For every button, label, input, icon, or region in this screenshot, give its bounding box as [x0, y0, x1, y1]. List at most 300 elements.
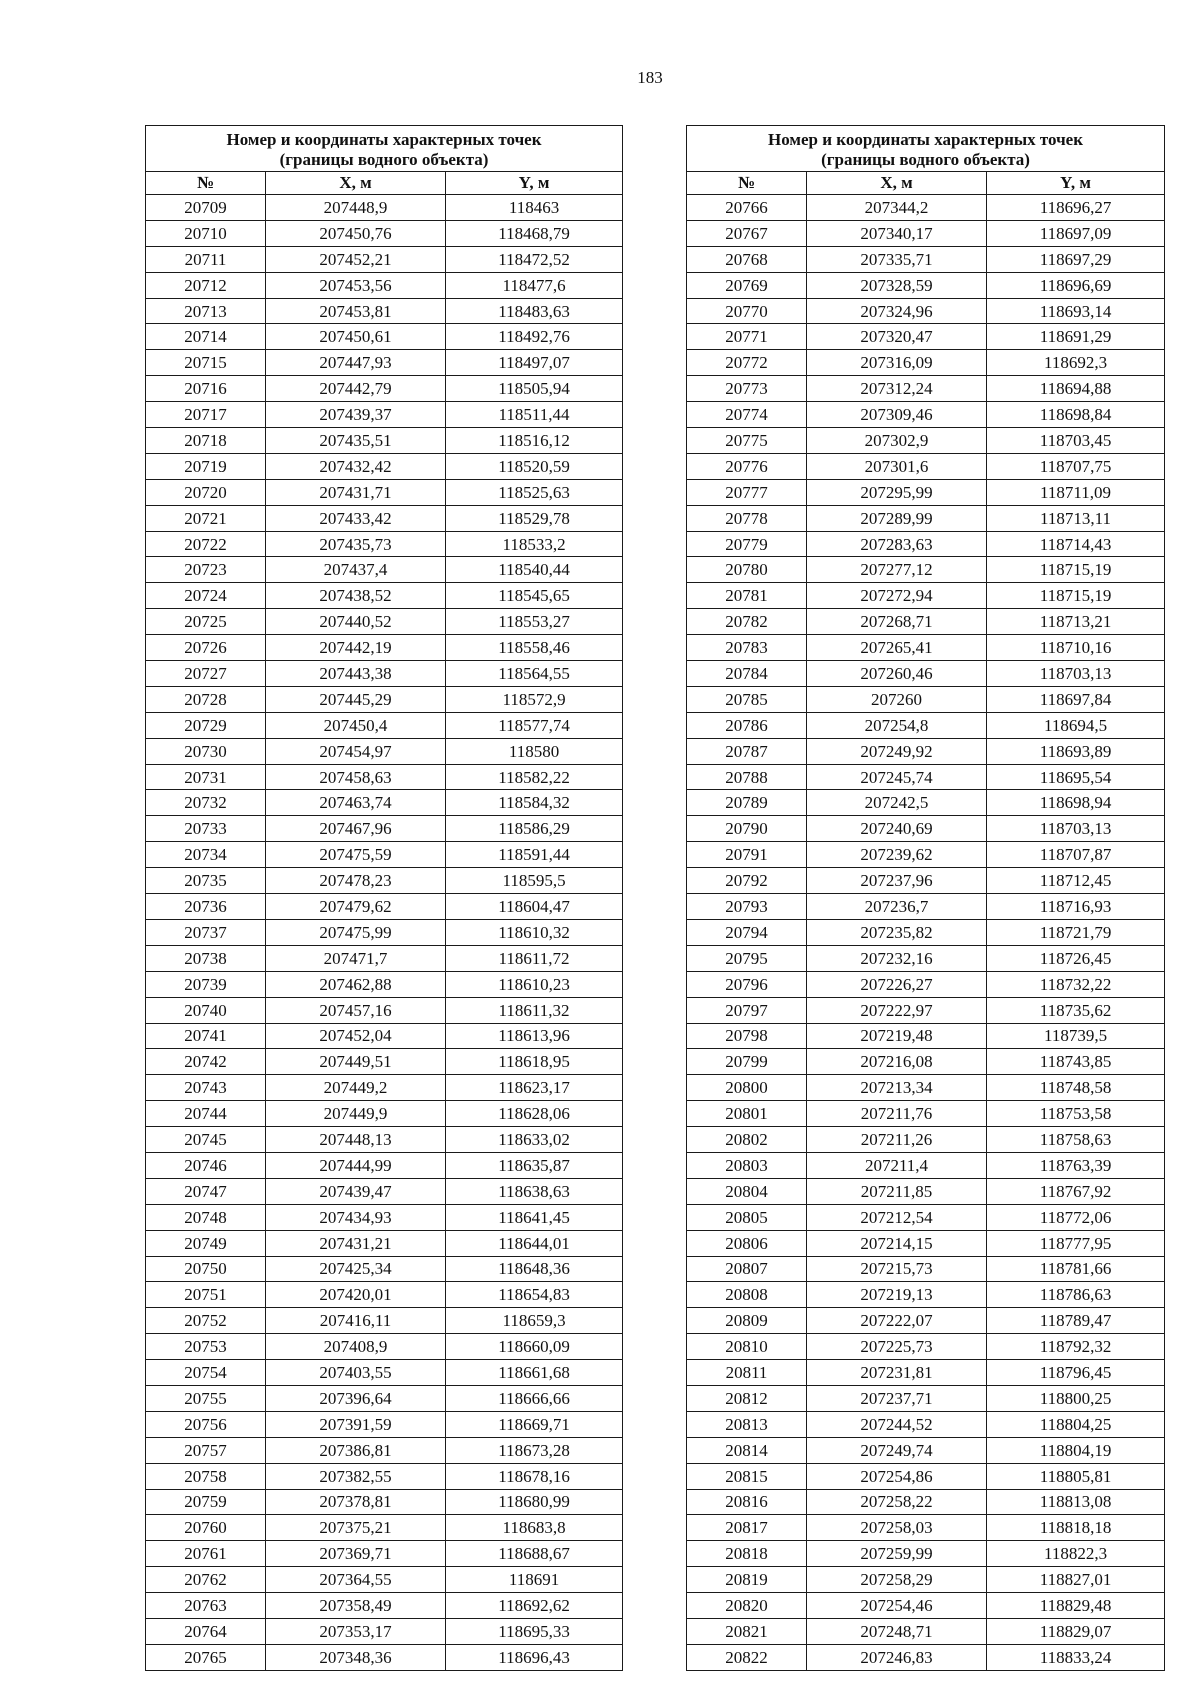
table-row: [687, 531, 1165, 557]
point-number-cell: 20761: [146, 1541, 266, 1567]
point-number-cell: 20810: [687, 1334, 807, 1360]
table-row: [687, 272, 1165, 298]
table-row: [146, 686, 623, 712]
table-row: [146, 868, 623, 894]
point-number-cell: 20817: [687, 1515, 807, 1541]
x-coordinate-cell: 207403,55: [266, 1360, 446, 1386]
y-coordinate-cell: 118698,84: [987, 402, 1165, 428]
point-number-cell: 20796: [687, 971, 807, 997]
y-coordinate-cell: 118804,19: [987, 1437, 1165, 1463]
x-coordinate-cell: 207364,55: [266, 1567, 446, 1593]
point-number-cell: 20804: [687, 1178, 807, 1204]
y-coordinate-cell: 118691,29: [987, 324, 1165, 350]
table-row: [146, 1541, 623, 1567]
table-title-line1: Номер и координаты характерных точек: [226, 130, 542, 149]
point-number-cell: 20718: [146, 428, 266, 454]
x-coordinate-cell: 207324,96: [807, 298, 987, 324]
y-coordinate-cell: 118577,74: [446, 712, 623, 738]
table-title: [146, 126, 623, 172]
point-number-cell: 20806: [687, 1230, 807, 1256]
point-number-cell: 20745: [146, 1127, 266, 1153]
point-number-cell: 20753: [146, 1334, 266, 1360]
y-coordinate-cell: 118545,65: [446, 583, 623, 609]
point-number-cell: 20738: [146, 945, 266, 971]
x-coordinate-cell: 207382,55: [266, 1463, 446, 1489]
point-number-cell: 20709: [146, 195, 266, 221]
table-row: [687, 919, 1165, 945]
point-number-cell: 20791: [687, 842, 807, 868]
table-row: [146, 764, 623, 790]
table-row: [146, 1385, 623, 1411]
x-coordinate-cell: 207254,8: [807, 712, 987, 738]
point-number-cell: 20768: [687, 246, 807, 272]
x-coordinate-cell: 207447,93: [266, 350, 446, 376]
table-row: [687, 1101, 1165, 1127]
x-coordinate-cell: 207216,08: [807, 1049, 987, 1075]
x-coordinate-cell: 207235,82: [807, 919, 987, 945]
table-row: [146, 842, 623, 868]
table-row: [146, 1463, 623, 1489]
table-row: [687, 350, 1165, 376]
point-number-cell: 20752: [146, 1308, 266, 1334]
point-number-cell: 20744: [146, 1101, 266, 1127]
y-coordinate-cell: 118661,68: [446, 1360, 623, 1386]
table-row: [146, 557, 623, 583]
x-coordinate-cell: 207295,99: [807, 479, 987, 505]
x-coordinate-cell: 207254,86: [807, 1463, 987, 1489]
y-coordinate-cell: 118748,58: [987, 1075, 1165, 1101]
table-row: [146, 919, 623, 945]
x-coordinate-cell: 207236,7: [807, 894, 987, 920]
y-coordinate-cell: 118796,45: [987, 1360, 1165, 1386]
y-coordinate-cell: 118564,55: [446, 661, 623, 687]
y-coordinate-cell: 118529,78: [446, 505, 623, 531]
x-coordinate-cell: 207437,4: [266, 557, 446, 583]
x-coordinate-cell: 207431,71: [266, 479, 446, 505]
y-coordinate-cell: 118696,69: [987, 272, 1165, 298]
table-row: [687, 1282, 1165, 1308]
point-number-cell: 20733: [146, 816, 266, 842]
y-coordinate-cell: 118673,28: [446, 1437, 623, 1463]
x-coordinate-cell: 207249,74: [807, 1437, 987, 1463]
x-coordinate-cell: 207219,13: [807, 1282, 987, 1308]
x-coordinate-cell: 207289,99: [807, 505, 987, 531]
y-coordinate-cell: 118792,32: [987, 1334, 1165, 1360]
y-coordinate-cell: 118492,76: [446, 324, 623, 350]
x-coordinate-cell: 207219,48: [807, 1023, 987, 1049]
point-number-cell: 20782: [687, 609, 807, 635]
point-number-cell: 20805: [687, 1204, 807, 1230]
table-row: [146, 790, 623, 816]
point-number-cell: 20726: [146, 635, 266, 661]
table-row: [687, 1644, 1165, 1670]
y-coordinate-cell: 118654,83: [446, 1282, 623, 1308]
table-row: [687, 997, 1165, 1023]
y-coordinate-cell: 118468,79: [446, 220, 623, 246]
point-number-cell: 20717: [146, 402, 266, 428]
table-row: [687, 1308, 1165, 1334]
y-coordinate-cell: 118805,81: [987, 1463, 1165, 1489]
table-row: [146, 428, 623, 454]
x-coordinate-cell: 207433,42: [266, 505, 446, 531]
table-row: [687, 686, 1165, 712]
y-coordinate-cell: 118638,63: [446, 1178, 623, 1204]
y-coordinate-cell: 118505,94: [446, 376, 623, 402]
x-coordinate-cell: 207265,41: [807, 635, 987, 661]
point-number-cell: 20716: [146, 376, 266, 402]
y-coordinate-cell: 118695,33: [446, 1618, 623, 1644]
x-coordinate-cell: 207340,17: [807, 220, 987, 246]
x-coordinate-cell: 207449,9: [266, 1101, 446, 1127]
point-number-cell: 20781: [687, 583, 807, 609]
point-number-cell: 20743: [146, 1075, 266, 1101]
x-coordinate-cell: 207225,73: [807, 1334, 987, 1360]
point-number-cell: 20742: [146, 1049, 266, 1075]
table-row: [687, 1204, 1165, 1230]
point-number-cell: 20767: [687, 220, 807, 246]
point-number-cell: 20800: [687, 1075, 807, 1101]
y-coordinate-cell: 118714,43: [987, 531, 1165, 557]
table-row: [687, 557, 1165, 583]
point-number-cell: 20725: [146, 609, 266, 635]
x-coordinate-cell: 207248,71: [807, 1618, 987, 1644]
table-row: [687, 505, 1165, 531]
table-row: [687, 1075, 1165, 1101]
y-coordinate-cell: 118710,16: [987, 635, 1165, 661]
point-number-cell: 20755: [146, 1385, 266, 1411]
point-number-cell: 20811: [687, 1360, 807, 1386]
y-coordinate-cell: 118692,3: [987, 350, 1165, 376]
point-number-cell: 20777: [687, 479, 807, 505]
y-coordinate-cell: 118781,66: [987, 1256, 1165, 1282]
table-row: [146, 1023, 623, 1049]
table-row: [687, 971, 1165, 997]
table-row: [146, 1204, 623, 1230]
table-row: [146, 1127, 623, 1153]
coordinates-table-right: [686, 125, 1165, 1671]
y-coordinate-cell: 118582,22: [446, 764, 623, 790]
y-coordinate-cell: 118477,6: [446, 272, 623, 298]
x-coordinate-cell: 207212,54: [807, 1204, 987, 1230]
table-row: [146, 1178, 623, 1204]
x-coordinate-cell: 207439,37: [266, 402, 446, 428]
y-coordinate-cell: 118595,5: [446, 868, 623, 894]
y-coordinate-cell: 118694,88: [987, 376, 1165, 402]
x-coordinate-cell: 207260: [807, 686, 987, 712]
x-coordinate-cell: 207375,21: [266, 1515, 446, 1541]
table-row: [146, 971, 623, 997]
table-row: [146, 1489, 623, 1515]
x-coordinate-cell: 207396,64: [266, 1385, 446, 1411]
y-coordinate-cell: 118822,3: [987, 1541, 1165, 1567]
y-coordinate-cell: 118633,02: [446, 1127, 623, 1153]
y-coordinate-cell: 118767,92: [987, 1178, 1165, 1204]
x-coordinate-cell: 207232,16: [807, 945, 987, 971]
x-coordinate-cell: 207450,76: [266, 220, 446, 246]
x-coordinate-cell: 207467,96: [266, 816, 446, 842]
x-coordinate-cell: 207211,26: [807, 1127, 987, 1153]
x-coordinate-cell: 207344,2: [807, 195, 987, 221]
table-row: [687, 764, 1165, 790]
table-row: [146, 220, 623, 246]
x-coordinate-cell: 207226,27: [807, 971, 987, 997]
table-row: [687, 1230, 1165, 1256]
point-number-cell: 20788: [687, 764, 807, 790]
x-coordinate-cell: 207237,96: [807, 868, 987, 894]
point-number-cell: 20727: [146, 661, 266, 687]
table-row: [687, 945, 1165, 971]
point-number-cell: 20818: [687, 1541, 807, 1567]
y-coordinate-cell: 118584,32: [446, 790, 623, 816]
y-coordinate-cell: 118703,13: [987, 816, 1165, 842]
y-coordinate-cell: 118553,27: [446, 609, 623, 635]
table-row: [146, 1152, 623, 1178]
y-coordinate-cell: 118735,62: [987, 997, 1165, 1023]
y-coordinate-cell: 118833,24: [987, 1644, 1165, 1670]
point-number-cell: 20751: [146, 1282, 266, 1308]
table-row: [687, 1463, 1165, 1489]
point-number-cell: 20808: [687, 1282, 807, 1308]
table-row: [687, 1023, 1165, 1049]
x-coordinate-cell: 207316,09: [807, 350, 987, 376]
point-number-cell: 20748: [146, 1204, 266, 1230]
x-coordinate-cell: 207239,62: [807, 842, 987, 868]
y-coordinate-cell: 118715,19: [987, 557, 1165, 583]
table-row: [146, 1334, 623, 1360]
x-coordinate-cell: 207432,42: [266, 453, 446, 479]
x-coordinate-cell: 207244,52: [807, 1411, 987, 1437]
x-coordinate-cell: 207237,71: [807, 1385, 987, 1411]
x-coordinate-cell: 207449,51: [266, 1049, 446, 1075]
point-number-cell: 20820: [687, 1593, 807, 1619]
y-coordinate-cell: 118697,09: [987, 220, 1165, 246]
point-number-cell: 20757: [146, 1437, 266, 1463]
point-number-cell: 20801: [687, 1101, 807, 1127]
column-header-x: X, м: [807, 172, 987, 195]
table-row: [687, 1411, 1165, 1437]
x-coordinate-cell: 207457,16: [266, 997, 446, 1023]
table-row: [687, 1489, 1165, 1515]
y-coordinate-cell: 118693,14: [987, 298, 1165, 324]
x-coordinate-cell: 207438,52: [266, 583, 446, 609]
y-coordinate-cell: 118696,27: [987, 195, 1165, 221]
table-row: [146, 1644, 623, 1670]
x-coordinate-cell: 207335,71: [807, 246, 987, 272]
x-coordinate-cell: 207358,49: [266, 1593, 446, 1619]
table-row: [146, 1230, 623, 1256]
table-row: [687, 1152, 1165, 1178]
x-coordinate-cell: 207478,23: [266, 868, 446, 894]
point-number-cell: 20815: [687, 1463, 807, 1489]
table-row: [146, 1515, 623, 1541]
point-number-cell: 20736: [146, 894, 266, 920]
table-row: [687, 1049, 1165, 1075]
y-coordinate-cell: 118540,44: [446, 557, 623, 583]
x-coordinate-cell: 207452,21: [266, 246, 446, 272]
y-coordinate-cell: 118463: [446, 195, 623, 221]
point-number-cell: 20747: [146, 1178, 266, 1204]
point-number-cell: 20715: [146, 350, 266, 376]
column-header-y: Y, м: [987, 172, 1165, 195]
x-coordinate-cell: 207416,11: [266, 1308, 446, 1334]
x-coordinate-cell: 207425,34: [266, 1256, 446, 1282]
x-coordinate-cell: 207309,46: [807, 402, 987, 428]
table-row: [146, 531, 623, 557]
table-row: [687, 453, 1165, 479]
table-row: [687, 1256, 1165, 1282]
point-number-cell: 20711: [146, 246, 266, 272]
x-coordinate-cell: 207369,71: [266, 1541, 446, 1567]
x-coordinate-cell: 207452,04: [266, 1023, 446, 1049]
x-coordinate-cell: 207439,47: [266, 1178, 446, 1204]
y-coordinate-cell: 118618,95: [446, 1049, 623, 1075]
point-number-cell: 20722: [146, 531, 266, 557]
x-coordinate-cell: 207440,52: [266, 609, 446, 635]
point-number-cell: 20710: [146, 220, 266, 246]
y-coordinate-cell: 118753,58: [987, 1101, 1165, 1127]
table-row: [687, 1127, 1165, 1153]
point-number-cell: 20769: [687, 272, 807, 298]
x-coordinate-cell: 207259,99: [807, 1541, 987, 1567]
point-number-cell: 20729: [146, 712, 266, 738]
table-row: [146, 609, 623, 635]
point-number-cell: 20795: [687, 945, 807, 971]
y-coordinate-cell: 118623,17: [446, 1075, 623, 1101]
x-coordinate-cell: 207240,69: [807, 816, 987, 842]
point-number-cell: 20784: [687, 661, 807, 687]
x-coordinate-cell: 207391,59: [266, 1411, 446, 1437]
y-coordinate-cell: 118611,32: [446, 997, 623, 1023]
point-number-cell: 20760: [146, 1515, 266, 1541]
x-coordinate-cell: 207258,03: [807, 1515, 987, 1541]
x-coordinate-cell: 207320,47: [807, 324, 987, 350]
y-coordinate-cell: 118763,39: [987, 1152, 1165, 1178]
point-number-cell: 20720: [146, 479, 266, 505]
y-coordinate-cell: 118580: [446, 738, 623, 764]
table-row: [687, 246, 1165, 272]
table-row: [687, 790, 1165, 816]
point-number-cell: 20723: [146, 557, 266, 583]
table-row: [687, 1593, 1165, 1619]
point-number-cell: 20730: [146, 738, 266, 764]
column-header-y: Y, м: [446, 172, 623, 195]
point-number-cell: 20790: [687, 816, 807, 842]
table-row: [146, 453, 623, 479]
table-row: [146, 1360, 623, 1386]
y-coordinate-cell: 118610,23: [446, 971, 623, 997]
table-row: [687, 1385, 1165, 1411]
table-row: [146, 298, 623, 324]
y-coordinate-cell: 118533,2: [446, 531, 623, 557]
y-coordinate-cell: 118666,66: [446, 1385, 623, 1411]
x-coordinate-cell: 207386,81: [266, 1437, 446, 1463]
y-coordinate-cell: 118472,52: [446, 246, 623, 272]
point-number-cell: 20773: [687, 376, 807, 402]
point-number-cell: 20721: [146, 505, 266, 531]
table-row: [687, 738, 1165, 764]
point-number-cell: 20734: [146, 842, 266, 868]
point-number-cell: 20713: [146, 298, 266, 324]
x-coordinate-cell: 207444,99: [266, 1152, 446, 1178]
x-coordinate-cell: 207211,4: [807, 1152, 987, 1178]
table-row: [146, 816, 623, 842]
point-number-cell: 20812: [687, 1385, 807, 1411]
point-number-cell: 20762: [146, 1567, 266, 1593]
table-row: [687, 1618, 1165, 1644]
y-coordinate-cell: 118698,94: [987, 790, 1165, 816]
y-coordinate-cell: 118611,72: [446, 945, 623, 971]
table-row: [146, 1567, 623, 1593]
point-number-cell: 20792: [687, 868, 807, 894]
y-coordinate-cell: 118678,16: [446, 1463, 623, 1489]
table-row: [687, 324, 1165, 350]
table-row: [146, 712, 623, 738]
table-row: [146, 350, 623, 376]
point-number-cell: 20756: [146, 1411, 266, 1437]
x-coordinate-cell: 207283,63: [807, 531, 987, 557]
table-row: [146, 738, 623, 764]
x-coordinate-cell: 207443,38: [266, 661, 446, 687]
table-row: [687, 609, 1165, 635]
point-number-cell: 20758: [146, 1463, 266, 1489]
point-number-cell: 20714: [146, 324, 266, 350]
table-row: [687, 868, 1165, 894]
y-coordinate-cell: 118511,44: [446, 402, 623, 428]
x-coordinate-cell: 207245,74: [807, 764, 987, 790]
x-coordinate-cell: 207435,51: [266, 428, 446, 454]
x-coordinate-cell: 207272,94: [807, 583, 987, 609]
x-coordinate-cell: 207463,74: [266, 790, 446, 816]
point-number-cell: 20814: [687, 1437, 807, 1463]
point-number-cell: 20770: [687, 298, 807, 324]
table-row: [687, 195, 1165, 221]
y-coordinate-cell: 118695,54: [987, 764, 1165, 790]
y-coordinate-cell: 118694,5: [987, 712, 1165, 738]
y-coordinate-cell: 118829,07: [987, 1618, 1165, 1644]
table-row: [146, 661, 623, 687]
y-coordinate-cell: 118641,45: [446, 1204, 623, 1230]
point-number-cell: 20737: [146, 919, 266, 945]
column-header-x: X, м: [266, 172, 446, 195]
y-coordinate-cell: 118804,25: [987, 1411, 1165, 1437]
y-coordinate-cell: 118713,21: [987, 609, 1165, 635]
y-coordinate-cell: 118697,29: [987, 246, 1165, 272]
table-row: [146, 1411, 623, 1437]
point-number-cell: 20772: [687, 350, 807, 376]
point-number-cell: 20746: [146, 1152, 266, 1178]
point-number-cell: 20797: [687, 997, 807, 1023]
point-number-cell: 20774: [687, 402, 807, 428]
x-coordinate-cell: 207453,56: [266, 272, 446, 298]
point-number-cell: 20785: [687, 686, 807, 712]
y-coordinate-cell: 118827,01: [987, 1567, 1165, 1593]
x-coordinate-cell: 207448,9: [266, 195, 446, 221]
point-number-cell: 20749: [146, 1230, 266, 1256]
table-row: [146, 945, 623, 971]
x-coordinate-cell: 207454,97: [266, 738, 446, 764]
table-row: [146, 402, 623, 428]
y-coordinate-cell: 118520,59: [446, 453, 623, 479]
x-coordinate-cell: 207254,46: [807, 1593, 987, 1619]
y-coordinate-cell: 118497,07: [446, 350, 623, 376]
x-coordinate-cell: 207450,4: [266, 712, 446, 738]
table-row: [687, 1334, 1165, 1360]
point-number-cell: 20741: [146, 1023, 266, 1049]
x-coordinate-cell: 207249,92: [807, 738, 987, 764]
point-number-cell: 20816: [687, 1489, 807, 1515]
point-number-cell: 20821: [687, 1618, 807, 1644]
x-coordinate-cell: 207434,93: [266, 1204, 446, 1230]
